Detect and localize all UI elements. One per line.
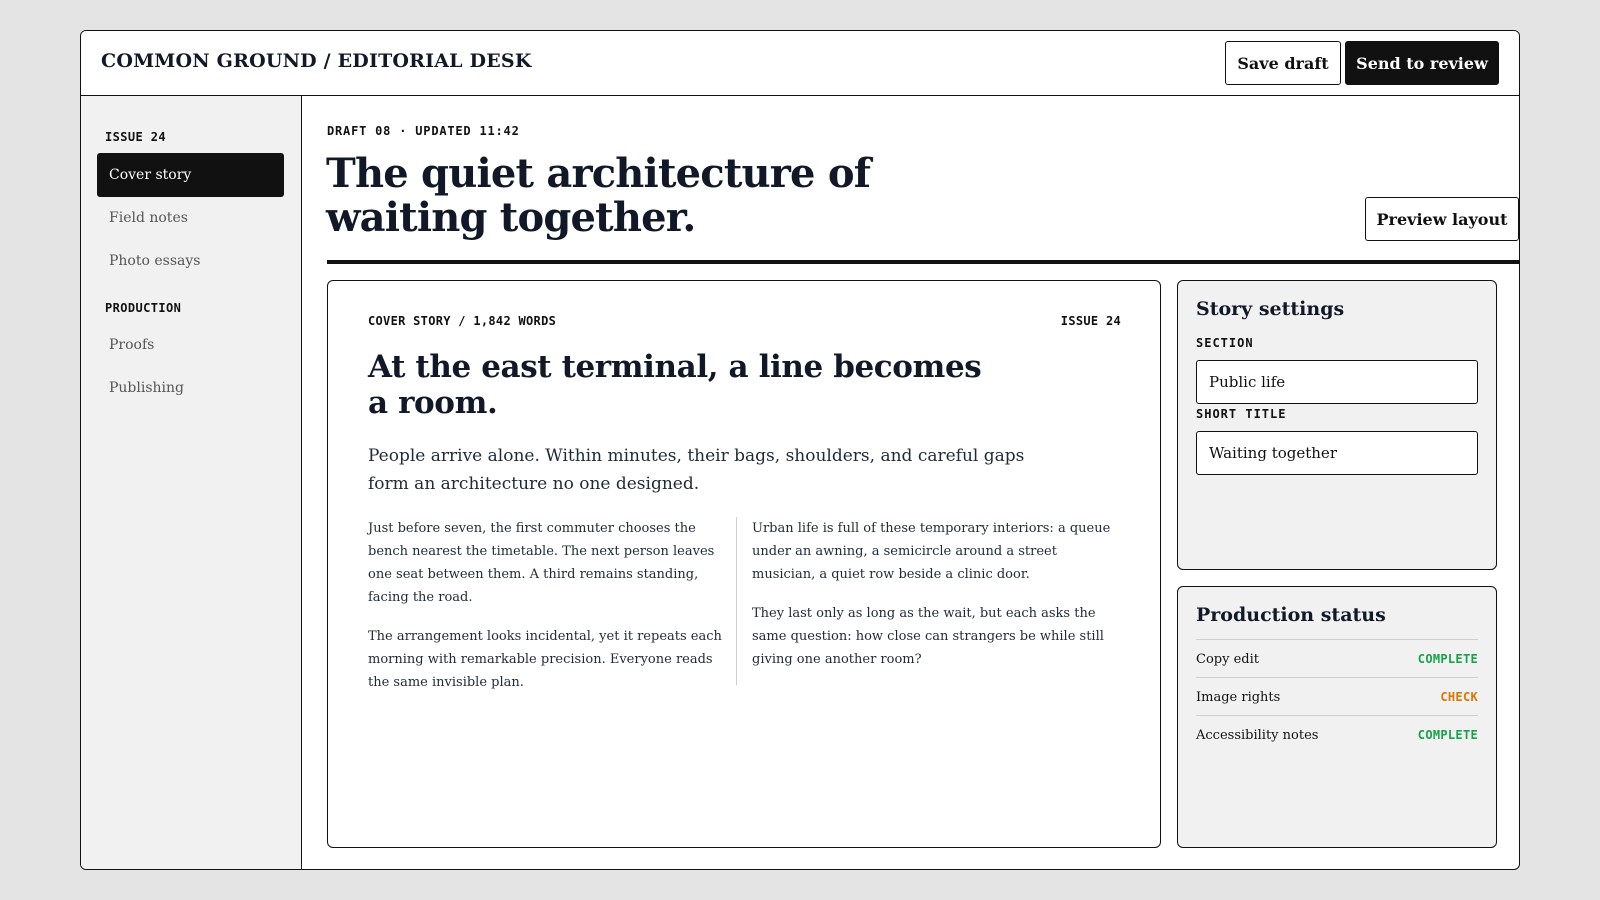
send-to-review-button[interactable]: Send to review xyxy=(1345,41,1499,85)
app-window xyxy=(80,30,1520,870)
status-label: Copy edit xyxy=(1196,651,1259,667)
sidebar-heading-production: PRODUCTION xyxy=(105,301,182,315)
status-row xyxy=(1196,677,1478,716)
article-column-left xyxy=(368,517,723,710)
title-divider xyxy=(327,260,1519,264)
section-label: SECTION xyxy=(1196,336,1254,350)
article-paragraph: They last only as long as the wait, but each asks the same question: how close can strangers be while still giving one another room? xyxy=(752,606,1104,667)
article-column-right xyxy=(752,517,1124,687)
status-badge: COMPLETE xyxy=(1417,728,1478,742)
article-dek: People arrive alone. Within minutes, their bags, shoulders, and careful gaps form an architecture no one designed. xyxy=(368,446,1025,494)
top-bar xyxy=(81,31,1519,96)
sidebar-heading-issue: ISSUE 24 xyxy=(105,130,166,144)
sidebar-item-cover-story[interactable]: Cover story xyxy=(97,153,284,197)
app-title: COMMON GROUND / EDITORIAL DESK xyxy=(101,50,532,72)
sidebar-item-publishing[interactable]: Publishing xyxy=(109,380,185,396)
status-row xyxy=(1196,715,1478,754)
story-settings-title: Story settings xyxy=(1196,298,1345,320)
status-label: Accessibility notes xyxy=(1196,727,1319,743)
main-content xyxy=(302,96,1520,870)
save-draft-button[interactable]: Save draft xyxy=(1225,41,1341,85)
sidebar-item-field-notes[interactable]: Field notes xyxy=(109,210,188,226)
status-badge: COMPLETE xyxy=(1417,652,1478,666)
section-input[interactable] xyxy=(1196,360,1478,404)
article-preview-card xyxy=(327,280,1161,848)
sidebar xyxy=(81,96,302,870)
sidebar-item-photo-essays[interactable]: Photo essays xyxy=(109,253,201,269)
short-title-input[interactable] xyxy=(1196,431,1478,475)
status-row xyxy=(1196,639,1478,678)
column-divider xyxy=(736,517,737,685)
article-meta: COVER STORY / 1,842 WORDS xyxy=(368,314,557,328)
article-issue: ISSUE 24 xyxy=(1060,314,1121,328)
sidebar-item-proofs[interactable]: Proofs xyxy=(109,337,155,353)
story-settings-panel xyxy=(1177,280,1497,570)
draft-meta: DRAFT 08 · UPDATED 11:42 xyxy=(327,124,520,138)
production-status-panel xyxy=(1177,586,1497,848)
page-title: The quiet architecture of waiting together. xyxy=(326,150,871,241)
article-paragraph: Urban life is full of these temporary interiors: a queue under an awning, a semicircle around a street musician, a quiet row beside a clinic door. xyxy=(752,521,1111,582)
article-paragraph: Just before seven, the first commuter chooses the bench nearest the timetable. The next person leaves one seat between them. A third remains standing, facing the road. xyxy=(368,521,715,605)
short-title-label: SHORT TITLE xyxy=(1196,407,1287,421)
status-label: Image rights xyxy=(1196,689,1281,705)
article-headline: At the east terminal, a line becomes a room. xyxy=(368,349,982,421)
preview-layout-button[interactable]: Preview layout xyxy=(1365,197,1519,241)
article-paragraph: The arrangement looks incidental, yet it repeats each morning with remarkable precision. Everyone reads the same invisible plan. xyxy=(368,629,722,690)
status-badge: CHECK xyxy=(1440,690,1478,704)
production-status-title: Production status xyxy=(1196,604,1386,626)
